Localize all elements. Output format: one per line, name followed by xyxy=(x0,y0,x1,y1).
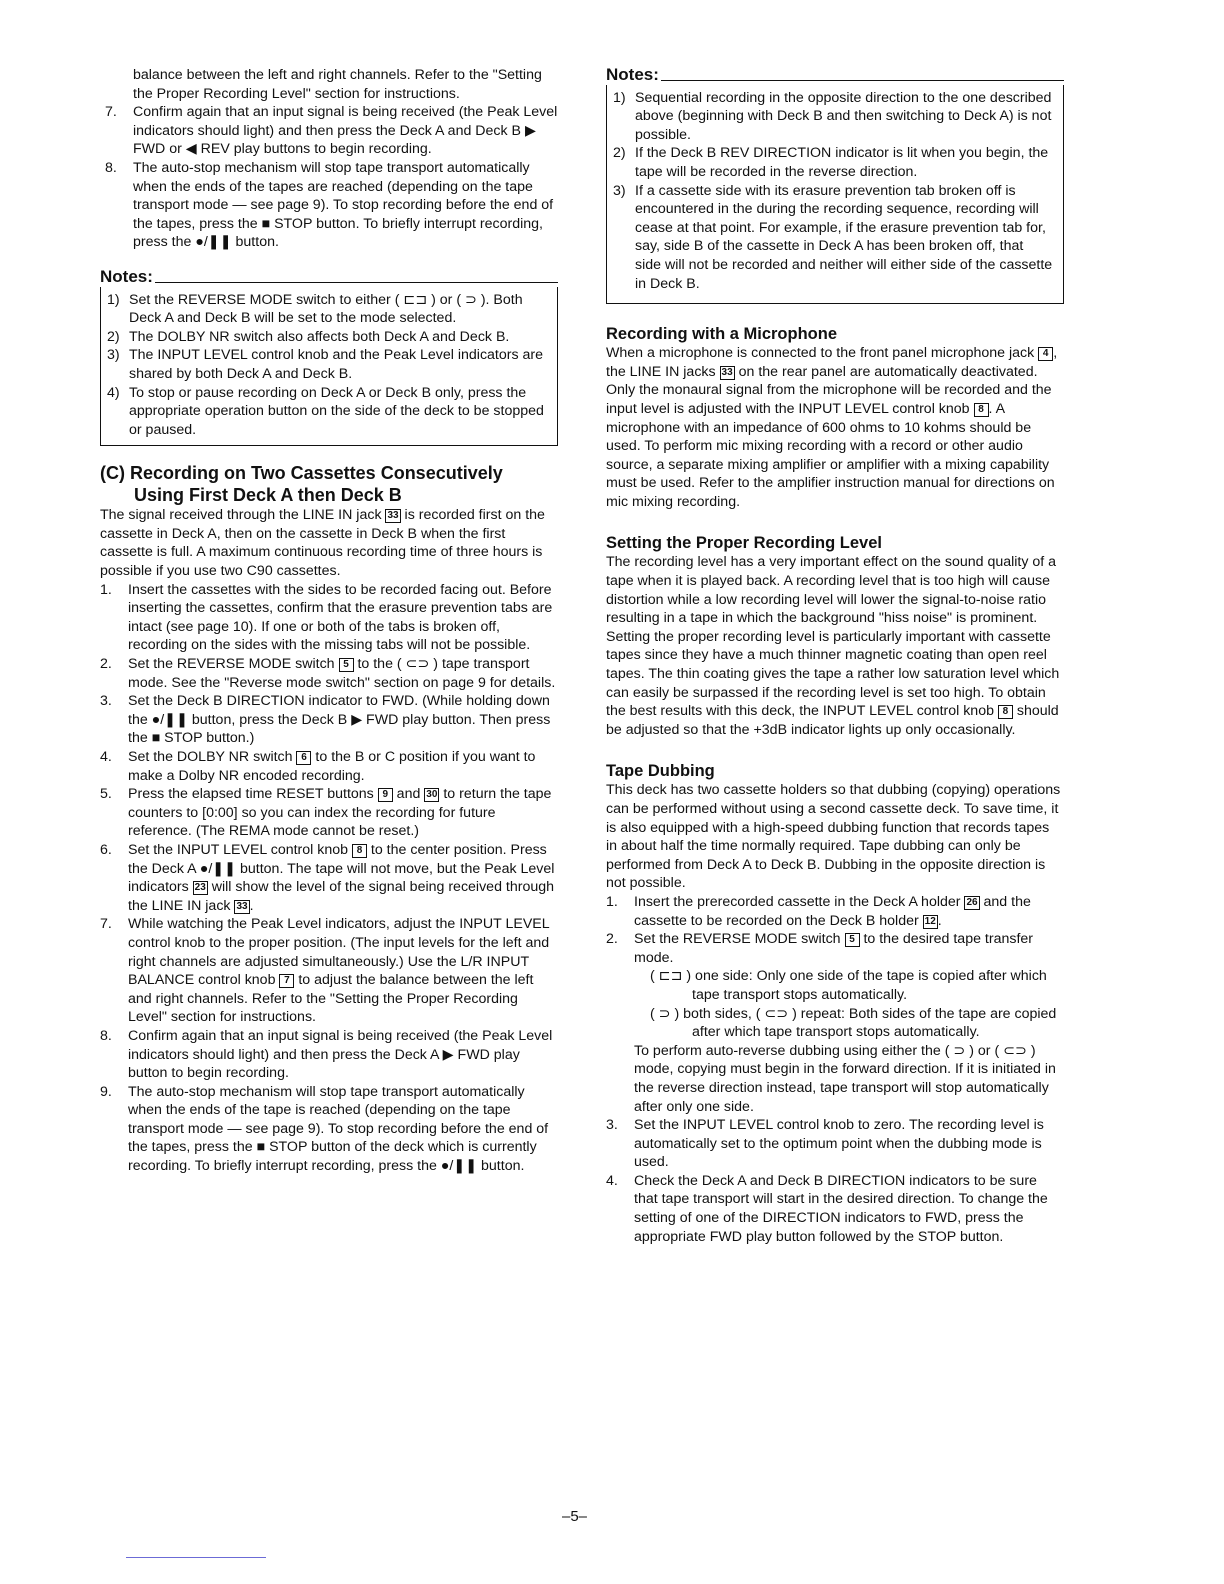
notes-heading: Notes: xyxy=(606,66,1064,85)
footer-divider xyxy=(126,1557,266,1558)
list-item: 1. Insert the cassettes with the sides to be recorded facing out. Before inserting the cassettes, confirm that the erasure prevention tabs are intact (see page 10). If one or both of the tabs is broken off, recording on the sides with the missing tabs will not be possible. xyxy=(100,581,553,654)
mode-note: To perform auto-reverse dubbing using either the ( ⊃ ) or ( ⊂⊃ ) mode, copying must begin in the forward direction. If it is initiated in the reverse direction instead, tape transport will stop automatically after only one side. xyxy=(634,1042,1056,1115)
list-item: 7. Confirm again that an input signal is being received (the Peak Level indicators should light) and then press the Deck A and Deck B ▶ FWD or ◀ REV play buttons to begin recording. xyxy=(105,104,558,158)
section-c-heading: (C) Recording on Two Cassettes Consecutively Using First Deck A then Deck B xyxy=(100,463,503,506)
section-tape-dubbing xyxy=(606,761,1064,1246)
section-recording-level xyxy=(606,533,1064,739)
list-item: 3. Set the INPUT LEVEL control knob to zero. The recording level is automatically set to the optimum point when the dubbing mode is used. xyxy=(606,1117,1044,1171)
note-item: 4) To stop or pause recording on Deck A or Deck B only, press the appropriate operation button on the side of the deck to be stopped or paused. xyxy=(107,384,544,438)
note-item: 1) Sequential recording in the opposite direction to the one described above (beginning with Deck B and then switching to Deck A) is not possible. xyxy=(613,89,1052,143)
note-item: 1) Set the REVERSE MODE switch to either ( ⊏⊐ ) or ( ⊃ ). Both Deck A and Deck B will be set to the mode selected. xyxy=(107,291,523,327)
list-item: 8. The auto-stop mechanism will stop tape transport automatically when the ends of the tapes are reached (depending on the tape transport mode — see page 9). To stop recording before the end of the tapes, press the ■ STOP button. To briefly interrupt recording, press the ●/❚❚ button. xyxy=(105,159,554,251)
tape-dubbing-heading: Tape Dubbing xyxy=(606,762,715,781)
list-item: 4. Check the Deck A and Deck B DIRECTION indicators to be sure that tape transport will start in the desired direction. To change the setting of one of the DIRECTION indicators to FWD, press the appropriate FWD play button followed by the STOP button. xyxy=(606,1172,1048,1245)
note-item: 3) The INPUT LEVEL control knob and the Peak Level indicators are shared by both Deck A and Deck B. xyxy=(107,347,544,382)
section-c-steps xyxy=(100,581,558,1176)
list-item: 6. Set the INPUT LEVEL control knob 8 to the center position. Press the Deck A ●/❚❚ button. The tape will not move, but the Peak Level indicators 23 will show the level of the signal being received through the LINE IN jack 33 . xyxy=(100,841,555,914)
note-item: 2) If the Deck B REV DIRECTION indicator is lit when you begin, the tape will be recorded in the reverse direction. xyxy=(613,145,1049,180)
list-item: 2. Set the REVERSE MODE switch 5 to the desired tape transfer mode. ( ⊏⊐ ) one side: Only one side of the tape is copied after which tape transport stops automatically. ( ⊃ ) both sides, ( ⊂⊃ ) repeat: Both sides of the tape are copied after which tape transport stops automatically. To perform auto-reverse dubbing using either the ( ⊃ ) or ( ⊂⊃ ) mode, copying must begin in the forward direction. If it is initiated in the reverse direction instead, tape transport will stop automatically after only one side. xyxy=(606,930,1064,1116)
list-item: 9. The auto-stop mechanism will stop tape transport automatically when the ends of the tape is reached (depending on the tape transport mode — see page 9). To stop recording before the end of the tapes, press the ■ STOP button of the deck which is currently recording. To briefly interrupt recording, press the ●/❚❚ button. xyxy=(100,1083,549,1175)
continued-paragraph: balance between the left and right channels. Refer to the "Setting the Proper Recording Level" section for instructions. xyxy=(133,67,542,102)
list-item: 4. Set the DOLBY NR switch 6 to the B or C position if you want to make a Dolby NR encoded recording. xyxy=(100,749,536,784)
section-c xyxy=(100,462,558,1175)
section-microphone xyxy=(606,324,1064,511)
list-item: 1. Insert the prerecorded cassette in the Deck A holder 26 and the cassette to be recorded on the Deck B holder 12 . xyxy=(606,893,1031,929)
list-item: 5. Press the elapsed time RESET buttons 9 and 30 to return the tape counters to [0:00] so you can index the recording for future reference. (The REMA mode cannot be reset.) xyxy=(100,786,552,840)
right-column xyxy=(606,66,1064,1246)
tape-dubbing-steps xyxy=(606,893,1064,1246)
key-ref: 33 xyxy=(387,510,399,522)
recording-level-paragraph: The recording level has a very important effect on the sound quality of a tape when it is played back. A recording level that is too high will cause distortion while a low recording level will lower the signal-to-noise ratio resulting in a tape in which the background "hiss noise" is prominent. Setting the proper recording level is particularly important with cassette tapes since they have a much thinner magnetic coating than open reel tapes. The thin coating gives the tape a rather low saturation level which can easily be surpassed if the recording level is set too high. To obtain the best results with this deck, the INPUT LEVEL control knob 8 should be adjusted so that the +3dB indicator lights up only occasionally. xyxy=(606,554,1060,738)
left-column xyxy=(100,66,558,1176)
notes-box-left xyxy=(100,268,558,446)
list-item: 7. While watching the Peak Level indicators, adjust the INPUT LEVEL control knob to the proper position. (The input levels for the left and right channels are adjusted simultaneously.) Use the L/R INPUT BALANCE control knob 7 to adjust the balance between the left and right channels. Refer to the "Setting the Proper Recording Level" section for instructions. xyxy=(100,916,550,1026)
recording-level-heading: Setting the Proper Recording Level xyxy=(606,534,882,553)
list-item: 8. Confirm again that an input signal is being received (the Peak Level indicators should light) and then press the Deck A ▶ FWD play button to begin recording. xyxy=(100,1027,553,1082)
mode-option: ( ⊃ ) both sides, ( ⊂⊃ ) repeat: Both sides of the tape are copied after which tape transport stops automatically. xyxy=(650,1005,1057,1041)
note-item: 3) If a cassette side with its erasure prevention tab broken off is encountered in the during the recording sequence, recording will cease at that point. For example, if the erasure prevention tab for, say, side B of the cassette in Deck A has been broken off, that side will not be recorded and neither will either side of the cassette in Deck B. xyxy=(613,182,1053,292)
microphone-heading: Recording with a Microphone xyxy=(606,325,838,344)
notes-heading: Notes: xyxy=(100,268,558,287)
list-item: 2. Set the REVERSE MODE switch 5 to the ( ⊂⊃ ) tape transport mode. See the "Reverse mode switch" section on page 9 for details. xyxy=(100,656,556,691)
note-item: 2) The DOLBY NR switch also affects both Deck A and Deck B. xyxy=(107,328,510,345)
microphone-paragraph: When a microphone is connected to the front panel microphone jack 4 , the LINE IN jacks 33 on the rear panel are automatically deactivated. Only the monaural signal from the microphone will be recorded and the input level is adjusted with the INPUT LEVEL control knob 8 . A microphone with an impedance of 600 ohms to 10 kohms should be used. To perform mic mixing recording with a record or other audio source, a separate mixing amplifier or amplifier with a mixing capability must be used. Refer to the amplifier instruction manual for directions on mic mixing recording. xyxy=(606,345,1058,510)
mode-option: ( ⊏⊐ ) one side: Only one side of the tape is copied after which tape transport stops automatically. xyxy=(650,968,1047,1003)
section-c-intro: The signal received through the LINE IN jack 33 is recorded first on the cassette in Deck A, then on the cassette in Deck B when the first cassette is full. A maximum continuous recording time of three hours is possible if you use two C90 cassettes. xyxy=(100,507,545,580)
tape-dubbing-intro: This deck has two cassette holders so that dubbing (copying) operations can be performed without using a second cassette deck. To save time, it is also equipped with a high-speed dubbing function that records tapes in about half the time normally required. Tape dubbing can only be performed from Deck A to Deck B. Dubbing in the opposite direction is not possible. xyxy=(606,782,1061,892)
continued-steps xyxy=(100,103,558,252)
page-number: –5– xyxy=(562,1508,588,1525)
list-item: 3. Set the Deck B DIRECTION indicator to FWD. (While holding down the ●/❚❚ button, press the Deck B ▶ FWD play button. Then press the ■ STOP button.) xyxy=(100,693,551,747)
notes-box-right xyxy=(606,66,1064,304)
